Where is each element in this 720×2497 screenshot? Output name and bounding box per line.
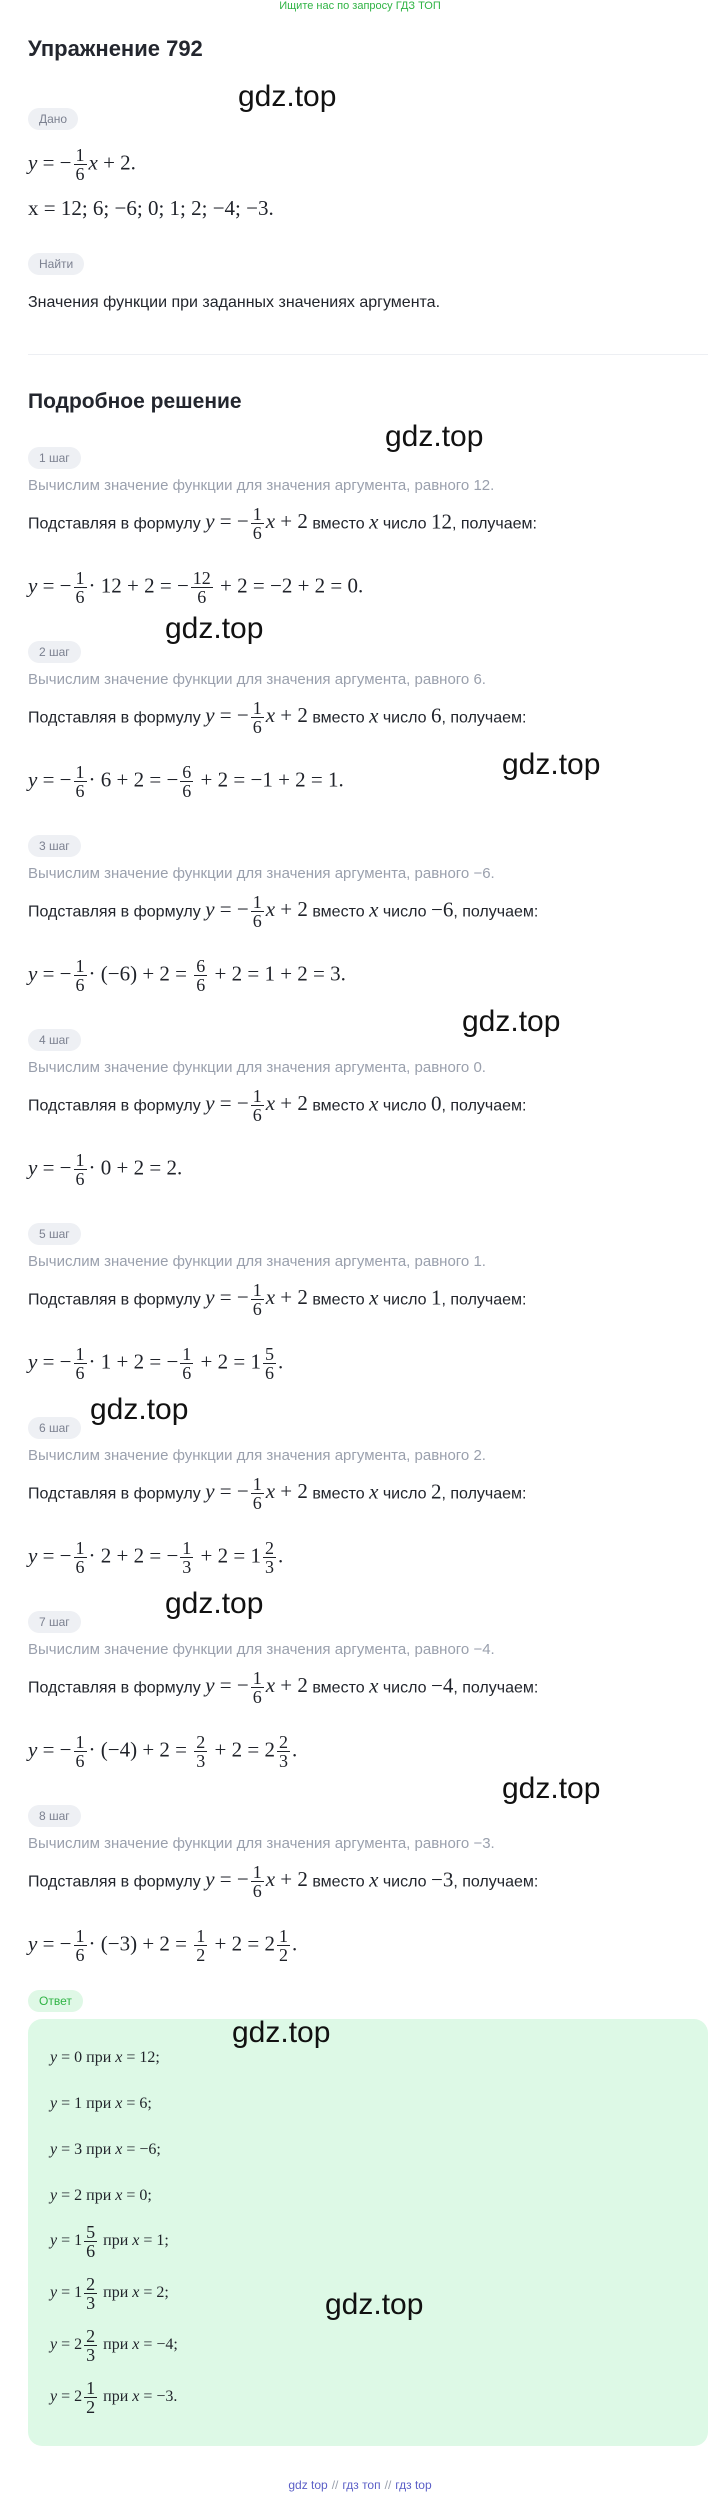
step-description: Вычислим значение функции для значения аргумента, равного 12. bbox=[28, 477, 495, 494]
step-result: y = − $\frac{1}{6}$ · 1 + 2 = − $\frac{1}{6}$ + 2 = 1 $\frac{5}{6}$ . bbox=[28, 1344, 284, 1383]
step-description: Вычислим значение функции для значения аргумента, равного 0. bbox=[28, 1059, 486, 1076]
page-title: Упражнение 792 bbox=[28, 36, 203, 61]
answer-line-8: y = 2 $\frac{1}{2}$ при x = −3. bbox=[50, 2378, 178, 2417]
step-description: Вычислим значение функции для значения аргумента, равного −4. bbox=[28, 1641, 495, 1658]
step-badge: 7 шаг bbox=[28, 1611, 81, 1633]
given-badge: Дано bbox=[28, 108, 78, 130]
watermark: gdz.top bbox=[232, 2016, 331, 2049]
step-badge: 4 шаг bbox=[28, 1029, 81, 1051]
watermark: gdz.top bbox=[90, 1393, 189, 1426]
watermark: gdz.top bbox=[502, 1772, 601, 1805]
step-substitution: Подставляя в формулу y = − $\frac{1}{6}$ x + 2 вместо x число 6, получаем: bbox=[28, 698, 527, 737]
answer-line-4: y = 2 при x = 0; bbox=[50, 2187, 152, 2204]
answer-line-2: y = 1 при x = 6; bbox=[50, 2095, 152, 2112]
footer-link-2[interactable]: гдз топ bbox=[342, 2478, 381, 2492]
step-badge: 3 шаг bbox=[28, 835, 81, 857]
step-badge: 1 шаг bbox=[28, 447, 81, 469]
step-result: y = − $\frac{1}{6}$ · (−3) + 2 = $\frac{1}{2}$ + 2 = 2 $\frac{1}{2}$ . bbox=[28, 1926, 298, 1965]
step-result: y = − $\frac{1}{6}$ · (−4) + 2 = $\frac{2}{3}$ + 2 = 2 $\frac{2}{3}$ . bbox=[28, 1732, 298, 1771]
watermark: gdz.top bbox=[165, 1587, 264, 1620]
solution-title: Подробное решение bbox=[28, 390, 242, 413]
step-badge: 5 шаг bbox=[28, 1223, 81, 1245]
watermark: gdz.top bbox=[238, 80, 337, 113]
footer-link-3[interactable]: гдз top bbox=[395, 2478, 432, 2492]
given-function: y = − $\frac{1}{6}$ x + 2. bbox=[28, 145, 136, 184]
answer-line-7: y = 2 $\frac{2}{3}$ при x = −4; bbox=[50, 2326, 178, 2365]
step-result: y = − $\frac{1}{6}$ · (−6) + 2 = $\frac{6}{6}$ + 2 = 1 + 2 = 3. bbox=[28, 956, 346, 995]
step-badge: 8 шаг bbox=[28, 1805, 81, 1827]
step-substitution: Подставляя в формулу y = − $\frac{1}{6}$ x + 2 вместо x число 12, получаем: bbox=[28, 504, 537, 543]
watermark: gdz.top bbox=[502, 748, 601, 781]
answer-badge: Ответ bbox=[28, 1990, 83, 2012]
step-description: Вычислим значение функции для значения аргумента, равного −3. bbox=[28, 1835, 495, 1852]
find-text: Значения функции при заданных значениях аргумента. bbox=[28, 294, 441, 311]
find-badge: Найти bbox=[28, 253, 84, 275]
step-description: Вычислим значение функции для значения аргумента, равного 6. bbox=[28, 671, 486, 688]
step-substitution: Подставляя в формулу y = − $\frac{1}{6}$ x + 2 вместо x число −6, получаем: bbox=[28, 892, 539, 931]
step-badge: 2 шаг bbox=[28, 641, 81, 663]
footer-links: gdz top // гдз топ // гдз top bbox=[288, 2478, 432, 2492]
watermark: gdz.top bbox=[325, 2288, 424, 2321]
step-description: Вычислим значение функции для значения аргумента, равного 2. bbox=[28, 1447, 486, 1464]
step-result: y = − $\frac{1}{6}$ · 12 + 2 = − $\frac{12}{6}$ + 2 = −2 + 2 = 0. bbox=[28, 568, 364, 607]
step-substitution: Подставляя в формулу y = − $\frac{1}{6}$ x + 2 вместо x число −3, получаем: bbox=[28, 1862, 539, 1901]
watermark: gdz.top bbox=[165, 612, 264, 645]
step-substitution: Подставляя в формулу y = − $\frac{1}{6}$ x + 2 вместо x число 1, получаем: bbox=[28, 1280, 527, 1319]
given-x-values: x = 12; 6; −6; 0; 1; 2; −4; −3. bbox=[28, 196, 274, 220]
step-result: y = − $\frac{1}{6}$ · 6 + 2 = − $\frac{6}{6}$ + 2 = −1 + 2 = 1. bbox=[28, 762, 344, 801]
step-description: Вычислим значение функции для значения аргумента, равного 1. bbox=[28, 1253, 486, 1270]
watermark: gdz.top bbox=[385, 420, 484, 453]
answer-box bbox=[28, 2019, 708, 2446]
step-result: y = − $\frac{1}{6}$ · 0 + 2 = 2. bbox=[28, 1150, 183, 1189]
answer-line-6: y = 1 $\frac{2}{3}$ при x = 2; bbox=[50, 2274, 169, 2313]
step-result: y = − $\frac{1}{6}$ · 2 + 2 = − $\frac{1}{3}$ + 2 = 1 $\frac{2}{3}$ . bbox=[28, 1538, 284, 1577]
watermark: gdz.top bbox=[462, 1005, 561, 1038]
answer-line-3: y = 3 при x = −6; bbox=[50, 2141, 161, 2158]
section-divider bbox=[28, 354, 708, 355]
answer-line-1: y = 0 при x = 12; bbox=[50, 2049, 160, 2066]
top-banner: Ищите нас по запросу ГДЗ ТОП bbox=[279, 0, 441, 12]
step-substitution: Подставляя в формулу y = − $\frac{1}{6}$ x + 2 вместо x число 2, получаем: bbox=[28, 1474, 527, 1513]
step-substitution: Подставляя в формулу y = − $\frac{1}{6}$ x + 2 вместо x число 0, получаем: bbox=[28, 1086, 527, 1125]
step-substitution: Подставляя в формулу y = − $\frac{1}{6}$ x + 2 вместо x число −4, получаем: bbox=[28, 1668, 539, 1707]
step-description: Вычислим значение функции для значения аргумента, равного −6. bbox=[28, 865, 495, 882]
footer-link-1[interactable]: gdz top bbox=[288, 2478, 328, 2492]
answer-line-5: y = 1 $\frac{5}{6}$ при x = 1; bbox=[50, 2222, 169, 2261]
step-badge: 6 шаг bbox=[28, 1417, 81, 1439]
